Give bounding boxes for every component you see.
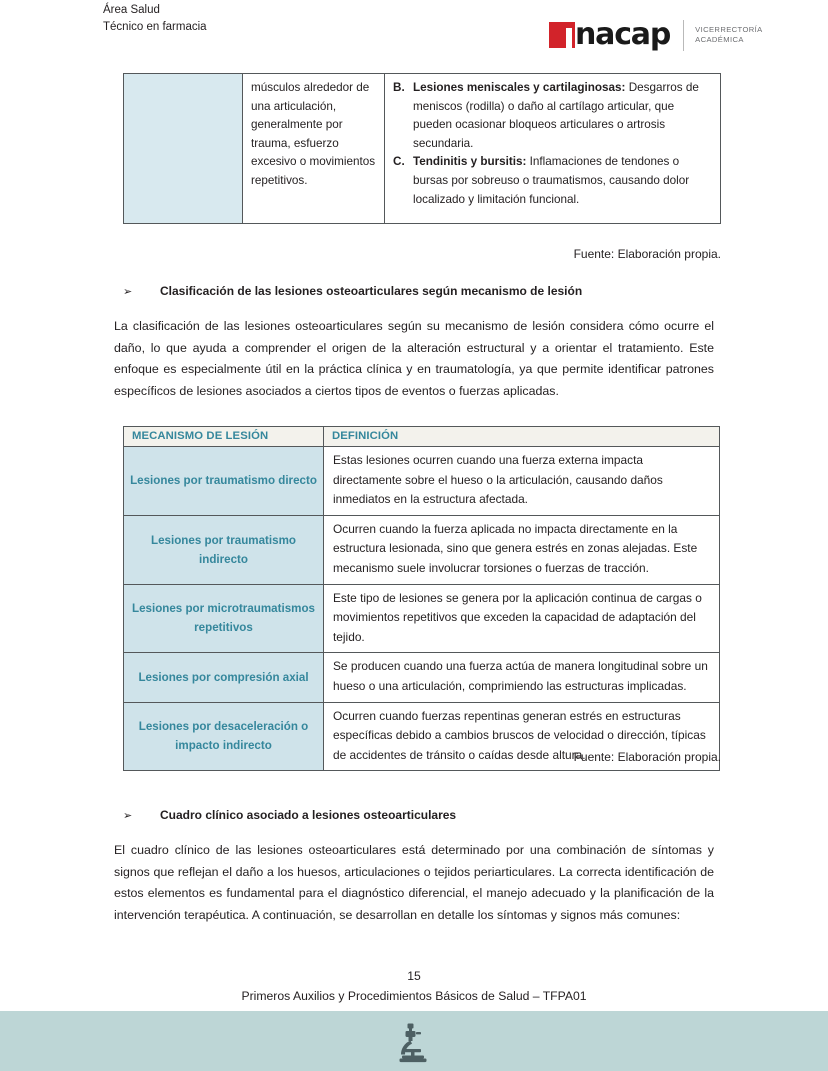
section-heading-label: Cuadro clínico asociado a lesiones osteoarticulares <box>160 808 457 822</box>
paragraph-cuadro-clinico: El cuadro clínico de las lesiones osteoarticulares está determinado por una combinación de síntomas y signos que reflejan el daño a los huesos, articulaciones o tejidos periarticulares. La correcta identificación de estos elementos es fundamental para el diagnóstico diferencial, el manejo adecuado y la planificación de la intervención terapéutica. A continuación, se desarrollan en detalle los síntomas y signos más comunes: <box>114 843 714 922</box>
cell-mechanism: Lesiones por microtraumatismos repetitivos <box>124 584 324 653</box>
cell-definition: Ocurren cuando fuerzas repentinas generan estrés en estructuras específicas debido a cambios bruscos de velocidad o dirección, típicas de accidentes de tránsito o caídas desde altura. <box>324 702 720 771</box>
cell-mechanism: Lesiones por traumatismo indirecto <box>124 515 324 584</box>
page-footer <box>0 966 828 1006</box>
section-heading-label: Clasificación de las lesiones osteoarticulares según mecanismo de lesión <box>160 284 583 298</box>
item-title: Lesiones meniscales y cartilaginosas: <box>413 81 626 94</box>
table-body <box>124 447 720 771</box>
cell-mechanism: Lesiones por traumatismo directo <box>124 447 324 516</box>
cell-mechanism: Lesiones por compresión axial <box>124 653 324 702</box>
page-number: 15 <box>407 969 421 983</box>
table-header-row <box>124 427 720 447</box>
lettered-item-c <box>393 153 712 209</box>
logo-divider <box>683 20 684 51</box>
cell-definition: Ocurren cuando la fuerza aplicada no impacta directamente en la estructura lesionada, sino que genera estrés en zonas alejadas. Este mecanismo suele involucrar torsiones o fuerzas de tracción. <box>324 515 720 584</box>
paragraph-clasificacion: La clasificación de las lesiones osteoarticulares según su mecanismo de lesión considera cómo ocurre el daño, lo que ayuda a comprender el origen de la alteración estructural y a orientar el tratamiento. Este enfoque es especialmente útil en la práctica clínica y en traumatología, ya que permite identificar patrones específicos de lesiones asociados a ciertos tipos de eventos o fuerzas aplicadas. <box>114 319 714 398</box>
item-text: Inflamaciones de tendones o bursas por sobreuso o traumatismos, causando dolor localizado y limitación funcional. <box>413 155 690 206</box>
item-letter: B. <box>393 81 405 94</box>
source-caption-main-table: Fuente: Elaboración propia. <box>573 750 721 764</box>
cell-definition: Estas lesiones ocurren cuando una fuerza externa impacta directamente sobre el hueso o la articulación, causando daños inmediatos en la estructura afectada. <box>324 447 720 516</box>
item-body <box>413 153 712 209</box>
table-row <box>124 653 720 702</box>
continuation-definition-cell <box>385 74 721 224</box>
item-text: Desgarros de meniscos (rodilla) o daño al cartílago articular, que pueden ocasionar bloqueos articulares o artrosis secundaria. <box>413 81 699 150</box>
microscope-icon <box>392 1022 432 1064</box>
item-letter: C. <box>393 155 405 169</box>
arrow-bullet-icon: ➢ <box>123 286 133 298</box>
continuation-table <box>123 73 721 224</box>
logo-subtitle <box>695 25 763 44</box>
table-row <box>124 74 721 224</box>
inacap-logo-wordmark: nacap <box>575 17 671 52</box>
cell-definition: Se producen cuando una fuerza actúa de manera longitudinal sobre un hueso o una articulación, comprimiendo las estructuras implicadas. <box>324 653 720 702</box>
logo-subtitle-line2: ACADÉMICA <box>695 35 744 44</box>
source-caption-top-table: Fuente: Elaboración propia. <box>573 247 721 261</box>
table-row <box>124 515 720 584</box>
inacap-logo <box>549 17 763 53</box>
header-area-line: Área Salud <box>103 4 160 16</box>
mechanism-classification-table <box>123 426 720 771</box>
header-career-line: Técnico en farmacia <box>103 21 207 33</box>
cell-definition: Este tipo de lesiones se genera por la aplicación continua de cargas o movimientos repetitivos que exceden la capacidad de adaptación del tejido. <box>324 584 720 653</box>
lettered-item-b <box>393 79 712 153</box>
header-program-info <box>103 2 207 36</box>
footer-document-title: Primeros Auxilios y Procedimientos Básicos de Salud – TFPA01 <box>241 989 587 1003</box>
table-row <box>124 584 720 653</box>
table-head <box>124 427 720 447</box>
table-row <box>124 447 720 516</box>
cell-mechanism: Lesiones por desaceleración o impacto indirecto <box>124 702 324 771</box>
logo-subtitle-line1: VICERRECTORÍA <box>695 25 763 35</box>
item-title: Tendinitis y bursitis: <box>413 155 527 169</box>
section-heading-cuadro-clinico <box>123 808 456 822</box>
continuation-blue-cell <box>124 74 243 224</box>
inacap-logo-mark-icon <box>549 22 575 48</box>
section-heading-clasificacion <box>123 284 582 298</box>
column-header-definicion: DEFINICIÓN <box>324 427 720 447</box>
item-body <box>413 79 712 153</box>
arrow-bullet-icon: ➢ <box>123 810 133 822</box>
continuation-middle-cell: músculos alrededor de una articulación, generalmente por trauma, esfuerzo excesivo o movimientos repetitivos. <box>243 74 385 224</box>
page-header <box>0 0 828 62</box>
column-header-mecanismo: MECANISMO DE LESIÓN <box>124 427 324 447</box>
